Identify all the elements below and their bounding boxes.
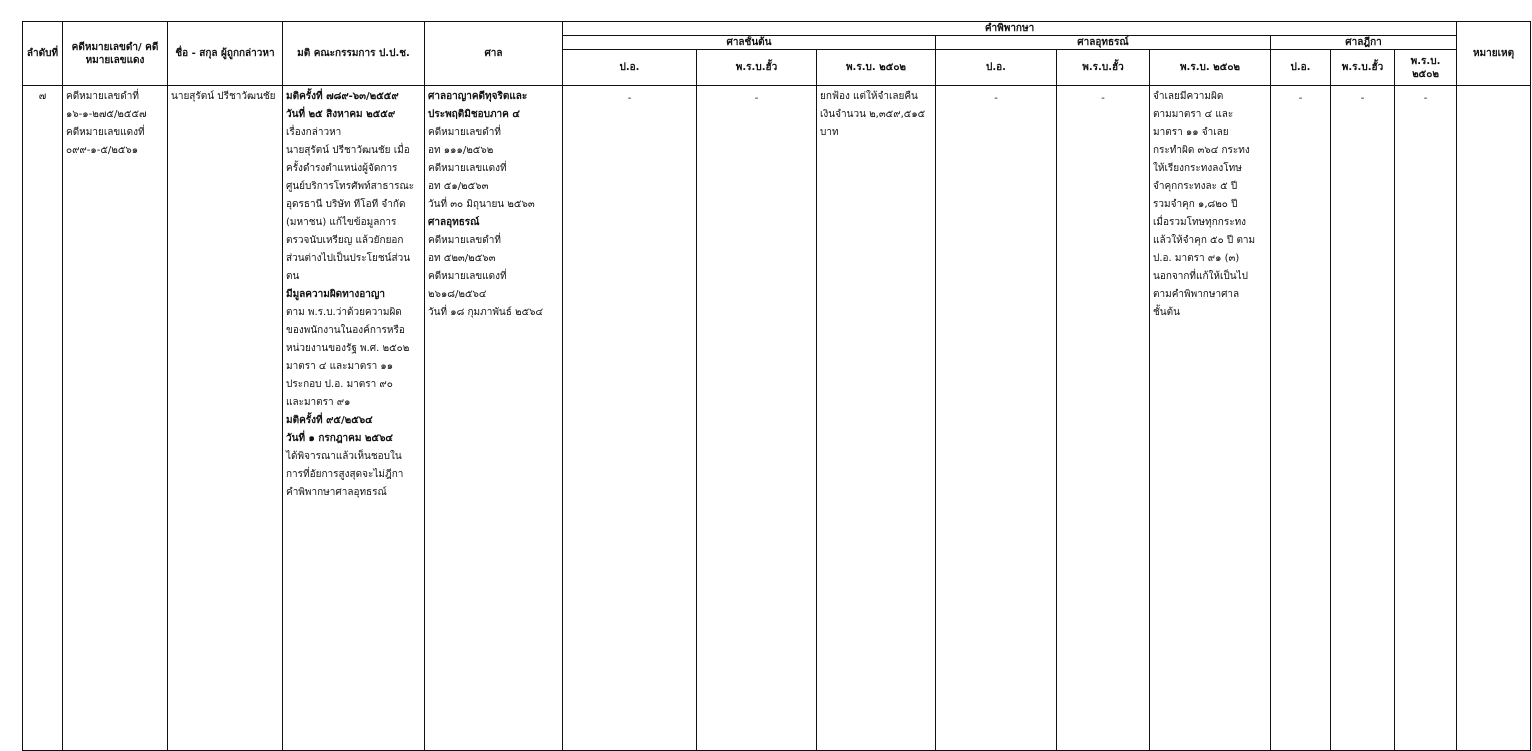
col-header-appeal-act-2502: พ.ร.บ. ๒๕๐๒ bbox=[1150, 50, 1271, 86]
col-header-supreme-act-2502 bbox=[1395, 50, 1457, 86]
act-2502-short-a: พ.ร.บ. bbox=[1410, 55, 1441, 67]
row-remarks bbox=[1457, 86, 1531, 751]
col-header-remarks: หมายเหตุ bbox=[1457, 22, 1531, 86]
resolution-line: การที่อัยการสูงสุดจะไม่ฎีกา bbox=[286, 469, 404, 480]
col-header-court: ศาล bbox=[425, 22, 563, 86]
resolution-line: นายสุรัตน์ ปรีชาวัฒนชัย เมื่อ bbox=[286, 145, 410, 156]
case-line: ๐๙๙-๑-๕/๒๕๖๑ bbox=[66, 145, 139, 156]
court-line: ศาลอุทธรณ์ bbox=[428, 217, 480, 228]
resolution-line: และมาตรา ๙๑ bbox=[286, 397, 351, 408]
col-header-case-number: คดีหมายเลขดำ/ คดีหมายเลขแดง bbox=[63, 22, 168, 86]
court-line: ๒๖๑๘/๒๕๖๔ bbox=[428, 289, 487, 300]
supreme-criminal-code-value: - bbox=[1271, 86, 1331, 751]
row-case-number bbox=[63, 86, 168, 751]
court-line: วันที่ ๓๐ มิถุนายน ๒๕๖๓ bbox=[428, 199, 535, 210]
resolution-line: ประกอบ ป.อ. มาตรา ๙๐ bbox=[286, 379, 393, 390]
col-header-first-act-2502: พ.ร.บ. ๒๕๐๒ bbox=[817, 50, 936, 86]
col-header-no: ลำดับที่ bbox=[23, 22, 63, 86]
appeal-act-line: แล้วให้จำคุก ๕๐ ปี ตาม bbox=[1153, 235, 1256, 246]
col-header-accused: ชื่อ - สกุล ผู้ถูกกล่าวหา bbox=[168, 22, 283, 86]
table-row bbox=[23, 86, 1531, 751]
court-line: คดีหมายเลขดำที่ bbox=[428, 127, 501, 138]
appeal-criminal-code-value: - bbox=[936, 86, 1057, 751]
resolution-line: มติครั้งที่ ๗๘๙-๖๓/๒๕๕๙ bbox=[286, 91, 399, 102]
resolution-line: ส่วนต่างไปเป็นประโยชน์ส่วน bbox=[286, 253, 411, 264]
judgment-table bbox=[22, 21, 1531, 751]
court-line: อท ๕๒๓/๒๕๖๓ bbox=[428, 253, 496, 264]
resolution-line: (มหาชน) แก้ไขข้อมูลการ bbox=[286, 217, 397, 228]
appeal-act-line: จำเลยมีความผิด bbox=[1153, 91, 1224, 102]
appeal-act-line: จำคุกกระทงละ ๕ ปี bbox=[1153, 181, 1238, 192]
header-row-1 bbox=[23, 22, 1531, 36]
first-act-line: บาท bbox=[820, 127, 839, 138]
first-act-line: เงินจำนวน ๒,๓๕๙,๕๑๕ bbox=[820, 109, 926, 120]
act-2502-short-b: ๒๕๐๒ bbox=[1412, 68, 1439, 80]
court-line: คดีหมายเลขแดงที่ bbox=[428, 271, 507, 282]
resolution-line: ครั้งดำรงตำแหน่งผู้จัดการ bbox=[286, 163, 398, 174]
resolution-line: ตน bbox=[286, 271, 300, 282]
col-header-appeal-criminal-code: ป.อ. bbox=[936, 50, 1057, 86]
appeal-act-line: นอกจากที่แก้ให้เป็นไป bbox=[1153, 271, 1248, 282]
row-court bbox=[425, 86, 563, 751]
first-act-2502-value bbox=[817, 86, 936, 751]
appeal-act-line: ตามมาตรา ๔ และ bbox=[1153, 109, 1234, 120]
appeal-act-line: ป.อ. มาตรา ๙๑ (๓) bbox=[1153, 253, 1240, 264]
appeal-act-line: ชั้นต้น bbox=[1153, 307, 1180, 318]
col-header-supreme-criminal-code: ป.อ. bbox=[1271, 50, 1331, 86]
col-header-first-instance: ศาลชั้นต้น bbox=[563, 36, 936, 50]
col-header-first-anti-collusion: พ.ร.บ.ฮั้ว bbox=[697, 50, 817, 86]
appeal-act-line: ตามคำพิพากษาศาล bbox=[1153, 289, 1240, 300]
col-header-appeal-anti-collusion: พ.ร.บ.ฮั้ว bbox=[1057, 50, 1150, 86]
resolution-line: ตาม พ.ร.บ.ว่าด้วยความผิด bbox=[286, 307, 402, 318]
resolution-line: ศูนย์บริการโทรศัพท์สาธารณะ bbox=[286, 181, 415, 192]
resolution-line: คำพิพากษาศาลอุทธรณ์ bbox=[286, 487, 387, 498]
appeal-act-line: ให้เรียงกระทงลงโทษ bbox=[1153, 163, 1242, 174]
col-header-first-criminal-code: ป.อ. bbox=[563, 50, 697, 86]
col-header-appeal: ศาลอุทธรณ์ bbox=[936, 36, 1271, 50]
resolution-line: ได้พิจารณาแล้วเห็นชอบใน bbox=[286, 451, 402, 462]
supreme-act-2502-value: - bbox=[1395, 86, 1457, 751]
resolution-line: ของพนักงานในองค์การหรือ bbox=[286, 325, 405, 336]
court-line: วันที่ ๑๘ กุมภาพันธ์ ๒๕๖๔ bbox=[428, 307, 544, 318]
resolution-line: มติครั้งที่ ๙๕/๒๕๖๔ bbox=[286, 415, 373, 426]
resolution-line: เรื่องกล่าวหา bbox=[286, 127, 342, 138]
row-no: ๗ bbox=[23, 86, 63, 751]
court-line: คดีหมายเลขดำที่ bbox=[428, 235, 501, 246]
resolution-line: วันที่ ๒๕ สิงหาคม ๒๕๕๙ bbox=[286, 109, 396, 120]
first-anti-collusion-value: - bbox=[697, 86, 817, 751]
appeal-act-line: เมื่อรวมโทษทุกกระทง bbox=[1153, 217, 1247, 228]
resolution-line: ตรวจนับเหรียญ แล้วยักยอก bbox=[286, 235, 404, 246]
row-resolution bbox=[283, 86, 425, 751]
resolution-line: มาตรา ๔ และมาตรา ๑๑ bbox=[286, 361, 394, 372]
case-line: คดีหมายเลขดำที่ bbox=[66, 91, 139, 102]
row-accused: นายสุรัตน์ ปรีชาวัฒนชัย bbox=[168, 86, 283, 751]
first-act-line: ยกฟ้อง แต่ให้จำเลยคืน bbox=[820, 91, 918, 102]
court-line: คดีหมายเลขแดงที่ bbox=[428, 163, 507, 174]
resolution-line: อุดรธานี บริษัท ทีโอที จำกัด bbox=[286, 199, 406, 210]
court-line: ประพฤติมิชอบภาค ๔ bbox=[428, 109, 520, 120]
court-line: อท ๑๑๑/๒๕๖๒ bbox=[428, 145, 494, 156]
first-criminal-code-value: - bbox=[563, 86, 697, 751]
col-header-nacc-resolution: มติ คณะกรรมการ ป.ป.ช. bbox=[283, 22, 425, 86]
court-line: อท ๕๑/๒๕๖๓ bbox=[428, 181, 489, 192]
case-line: คดีหมายเลขแดงที่ bbox=[66, 127, 145, 138]
resolution-line: วันที่ ๑ กรกฎาคม ๒๕๖๔ bbox=[286, 433, 394, 444]
appeal-act-line: มาตรา ๑๑ จำเลย bbox=[1153, 127, 1229, 138]
court-line: ศาลอาญาคดีทุจริตและ bbox=[428, 91, 528, 102]
appeal-act-line: กระทำผิด ๓๖๔ กระทง bbox=[1153, 145, 1250, 156]
col-header-supreme-anti-collusion: พ.ร.บ.ฮั้ว bbox=[1331, 50, 1395, 86]
col-header-supreme: ศาลฎีกา bbox=[1271, 36, 1457, 50]
appeal-act-line: รวมจำคุก ๑,๘๒๐ ปี bbox=[1153, 199, 1238, 210]
resolution-line: หน่วยงานของรัฐ พ.ศ. ๒๕๐๒ bbox=[286, 343, 410, 354]
appeal-act-2502-value bbox=[1150, 86, 1271, 751]
resolution-line: มีมูลความผิดทางอาญา bbox=[286, 289, 386, 300]
supreme-anti-collusion-value: - bbox=[1331, 86, 1395, 751]
appeal-anti-collusion-value: - bbox=[1057, 86, 1150, 751]
col-header-judgment: คำพิพากษา bbox=[563, 22, 1457, 36]
case-line: ๑๖-๑-๒๗๕/๒๕๕๗ bbox=[66, 109, 147, 120]
